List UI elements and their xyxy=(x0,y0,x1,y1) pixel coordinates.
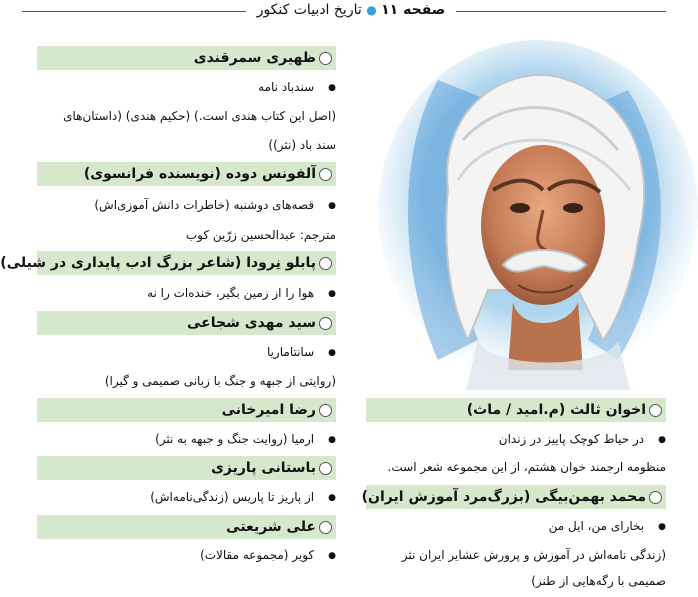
bullet-dot-icon: ● xyxy=(366,3,377,17)
bullet-icon: ● xyxy=(328,200,336,211)
heading-text: رضا امیرخانی xyxy=(221,402,316,418)
list-item xyxy=(147,286,336,300)
section-heading-shojaei xyxy=(37,311,336,335)
page-number: صفحه ۱۱ xyxy=(381,2,446,18)
list-item xyxy=(267,345,336,359)
list-item xyxy=(150,490,336,504)
list-item xyxy=(499,432,666,446)
circle-bullet-icon xyxy=(319,52,332,65)
list-item-text: سانتاماریا xyxy=(266,345,315,359)
heading-text: ظهیری سمرقندی xyxy=(193,50,316,66)
note-line: (زندگی نامه‌اش در آموزش و پرورش عشایر ایران نثر xyxy=(401,548,666,562)
section-heading-akhavan xyxy=(366,398,666,422)
section-heading-daudet xyxy=(37,162,336,186)
list-item-text: سندباد نامه xyxy=(258,80,315,94)
section-heading-bahmanbeigi xyxy=(361,485,666,509)
bullet-icon: ● xyxy=(328,434,336,445)
heading-text: سید مهدی شجاعی xyxy=(187,315,316,331)
section-heading-neruda xyxy=(0,251,336,275)
circle-bullet-icon xyxy=(319,404,332,417)
heading-text: آلفونس دوده (نویسنده فرانسوی) xyxy=(83,166,316,182)
header-rule-right xyxy=(456,11,666,12)
list-item-text: بخارای من، ایل من xyxy=(548,519,645,533)
section-heading-zahiri xyxy=(37,46,336,70)
bullet-icon: ● xyxy=(328,288,336,299)
bullet-icon: ● xyxy=(658,434,666,445)
heading-text: باستانی پاریزی xyxy=(211,460,316,476)
list-item xyxy=(258,80,336,94)
circle-bullet-icon xyxy=(319,257,332,270)
note-line: مترجم: عبدالحسین زرّین کوب xyxy=(185,228,336,242)
section-heading-amirkhani xyxy=(37,398,336,422)
note-line: (روایتی از جبهه و جنگ با زبانی صمیمی و گیرا) xyxy=(104,374,336,388)
header-rule-left xyxy=(22,11,246,12)
list-item xyxy=(549,519,666,533)
list-item-text: از پاریز تا پاریس (زندگی‌نامه‌اش) xyxy=(150,490,315,504)
section-heading-bastani xyxy=(37,456,336,480)
note-line: (اصل این کتاب هندی است.) (حکیم هندی) (داستان‌های xyxy=(63,109,336,123)
circle-bullet-icon xyxy=(319,521,332,534)
header-title-group xyxy=(252,2,450,18)
list-item-text: در حیاط کوچک پاییز در زندان xyxy=(498,432,645,446)
header-title: تاریخ ادبیات کنکور xyxy=(256,2,362,18)
heading-text: محمد بهمن‌بیگی (بزرگ‌مرد آموزش ایران) xyxy=(361,489,646,505)
bullet-icon: ● xyxy=(658,521,666,532)
heading-text: پابلو نِرودا (شاعر بزرگ ادب پایداری در شیلی) xyxy=(0,255,316,271)
list-item xyxy=(200,548,336,562)
heading-text: علی شریعتی xyxy=(226,519,316,535)
bullet-icon: ● xyxy=(328,492,336,503)
circle-bullet-icon xyxy=(319,462,332,475)
section-heading-shariati xyxy=(37,515,336,539)
circle-bullet-icon xyxy=(319,168,332,181)
circle-bullet-icon xyxy=(649,404,662,417)
note-line: منظومه ارجمند خوان هشتم، از این مجموعه شعر است. xyxy=(387,460,666,474)
note-line: صمیمی با رگه‌هایی از طنز) xyxy=(531,574,666,588)
bullet-icon: ● xyxy=(328,550,336,561)
list-item xyxy=(155,432,336,446)
list-item-text: ارمیا (روایت جنگ و جبهه به نثر) xyxy=(155,432,315,446)
list-item-text: هوا را از زمین بگیر، خنده‌ات را نه xyxy=(147,286,315,300)
list-item-text: کویر (مجموعه مقالات) xyxy=(200,548,315,562)
bullet-icon: ● xyxy=(328,347,336,358)
heading-text: اخوان ثالث (م.امید / ماث) xyxy=(466,402,646,418)
circle-bullet-icon xyxy=(649,491,662,504)
circle-bullet-icon xyxy=(319,317,332,330)
list-item xyxy=(94,198,336,212)
note-line: سند باد (نثر)) xyxy=(268,138,336,152)
portrait-illustration xyxy=(368,40,694,390)
list-item-text: قصه‌های دوشنبه (خاطرات دانش آموزی‌اش) xyxy=(94,198,315,212)
bullet-icon: ● xyxy=(328,82,336,93)
page-header xyxy=(6,0,698,24)
